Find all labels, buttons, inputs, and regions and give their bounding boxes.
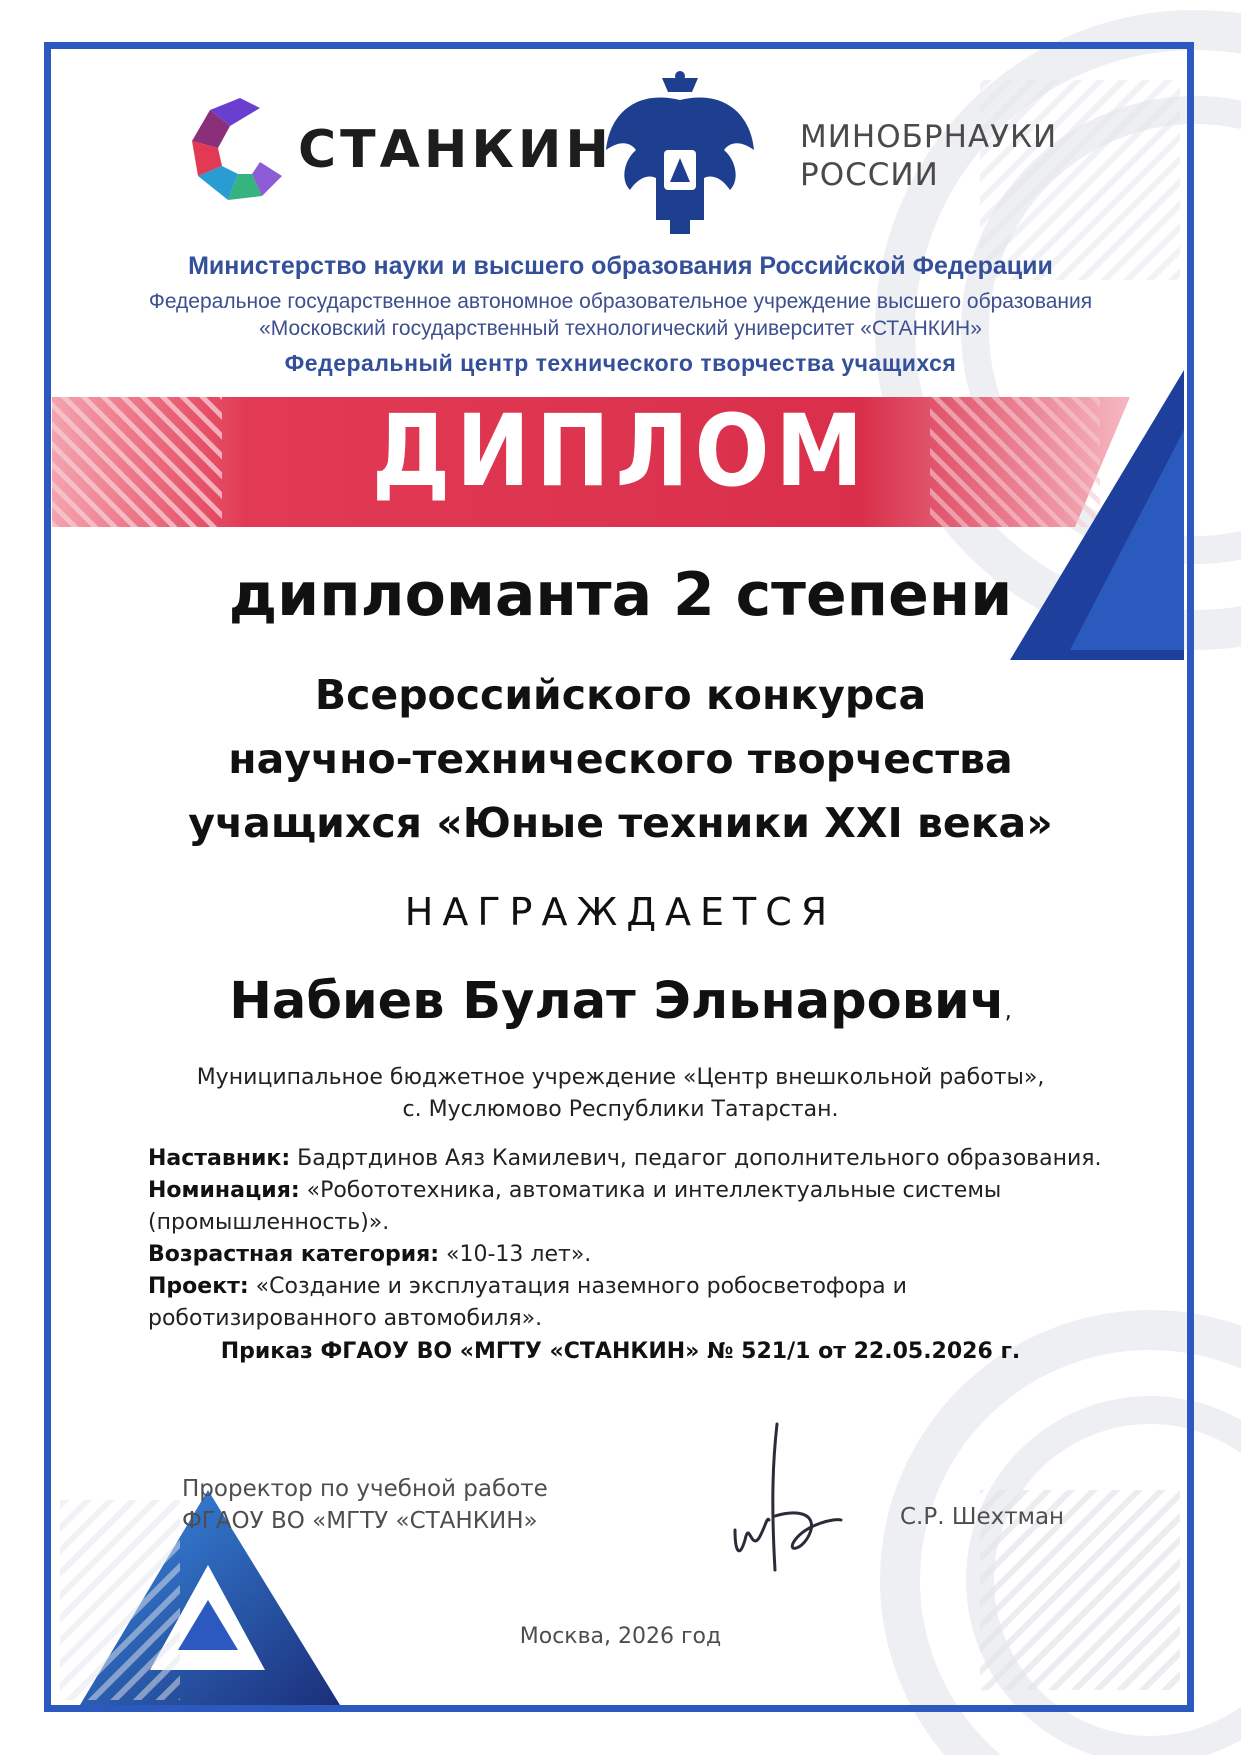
signatory-name: С.Р. Шехтман — [900, 1504, 1065, 1530]
nomination-value: «Робототехника, автоматика и интеллектуальные системы — [299, 1178, 1002, 1203]
recipient-name-text: Набиев Булат Эльнарович — [229, 972, 1005, 1031]
project-value: «Создание и эксплуатация наземного робосветофора и — [248, 1274, 907, 1299]
organization-line-2: с. Муслюмово Республики Татарстан. — [402, 1097, 839, 1122]
diploma-title: ДИПЛОМ — [371, 393, 870, 509]
contest-name — [0, 663, 1241, 855]
mentor-line — [148, 1143, 1148, 1175]
contest-line-1: Всероссийского конкурса — [314, 671, 927, 719]
project-line — [148, 1271, 1148, 1303]
center-name: Федеральный центр технического творчества учащихся — [284, 350, 957, 376]
city-year: Москва, 2026 год — [519, 1624, 722, 1649]
recipient-comma: , — [1004, 999, 1012, 1024]
coat-of-arms-icon — [600, 70, 760, 240]
awarded-label: НАГРАЖДАЕТСЯ — [404, 890, 837, 934]
ministry-logo-line1: МИНОБРНАУКИ — [800, 119, 1058, 155]
contest-line-2: научно-технического творчества — [228, 735, 1013, 783]
institution-type: Федеральное государственное автономное образовательное учреждение высшего образования — [148, 290, 1093, 313]
recipient-name — [0, 972, 1241, 1031]
stankin-logo-icon — [190, 96, 290, 206]
handwritten-signature — [715, 1420, 845, 1580]
organization-line-1: Муниципальное бюджетное учреждение «Центр внешкольной работы», — [196, 1065, 1045, 1090]
age-label: Возрастная категория: — [148, 1242, 440, 1267]
signatory-title-line-2: ФГАОУ ВО «МГТУ «СТАНКИН» — [182, 1508, 538, 1534]
mentor-label: Наставник: — [148, 1146, 291, 1171]
mentor-value: Бадртдинов Аяз Камилевич, педагог дополнительного образования. — [290, 1146, 1102, 1171]
age-value: «10-13 лет». — [439, 1242, 592, 1267]
recipient-organization — [0, 1062, 1241, 1126]
ministry-logo-text — [800, 118, 1057, 194]
project-line-2: роботизированного автомобиля». — [148, 1306, 543, 1331]
contest-line-3: учащихся «Юные техники XXI века» — [188, 799, 1053, 847]
signatory-title-line-1: Проректор по учебной работе — [182, 1476, 548, 1502]
age-line — [148, 1239, 1148, 1271]
signatory-title — [182, 1473, 548, 1537]
nomination-line — [148, 1175, 1148, 1207]
diploma-degree: дипломанта 2 степени — [228, 560, 1013, 630]
order-reference: Приказ ФГАОУ ВО «МГТУ «СТАНКИН» № 521/1 от 22.05.2026 г. — [220, 1339, 1021, 1364]
stankin-logo-text: СТАНКИН — [298, 120, 613, 180]
university-name: «Московский государственный технологический университет «СТАНКИН» — [259, 317, 982, 340]
nomination-line-2: (промышленность)». — [148, 1210, 390, 1235]
ministry-name: Министерство науки и высшего образования Российской Федерации — [188, 252, 1053, 280]
award-details — [148, 1143, 1148, 1335]
project-label: Проект: — [148, 1274, 249, 1299]
nomination-label: Номинация: — [148, 1178, 300, 1203]
ministry-logo-line2: РОССИИ — [800, 157, 939, 193]
